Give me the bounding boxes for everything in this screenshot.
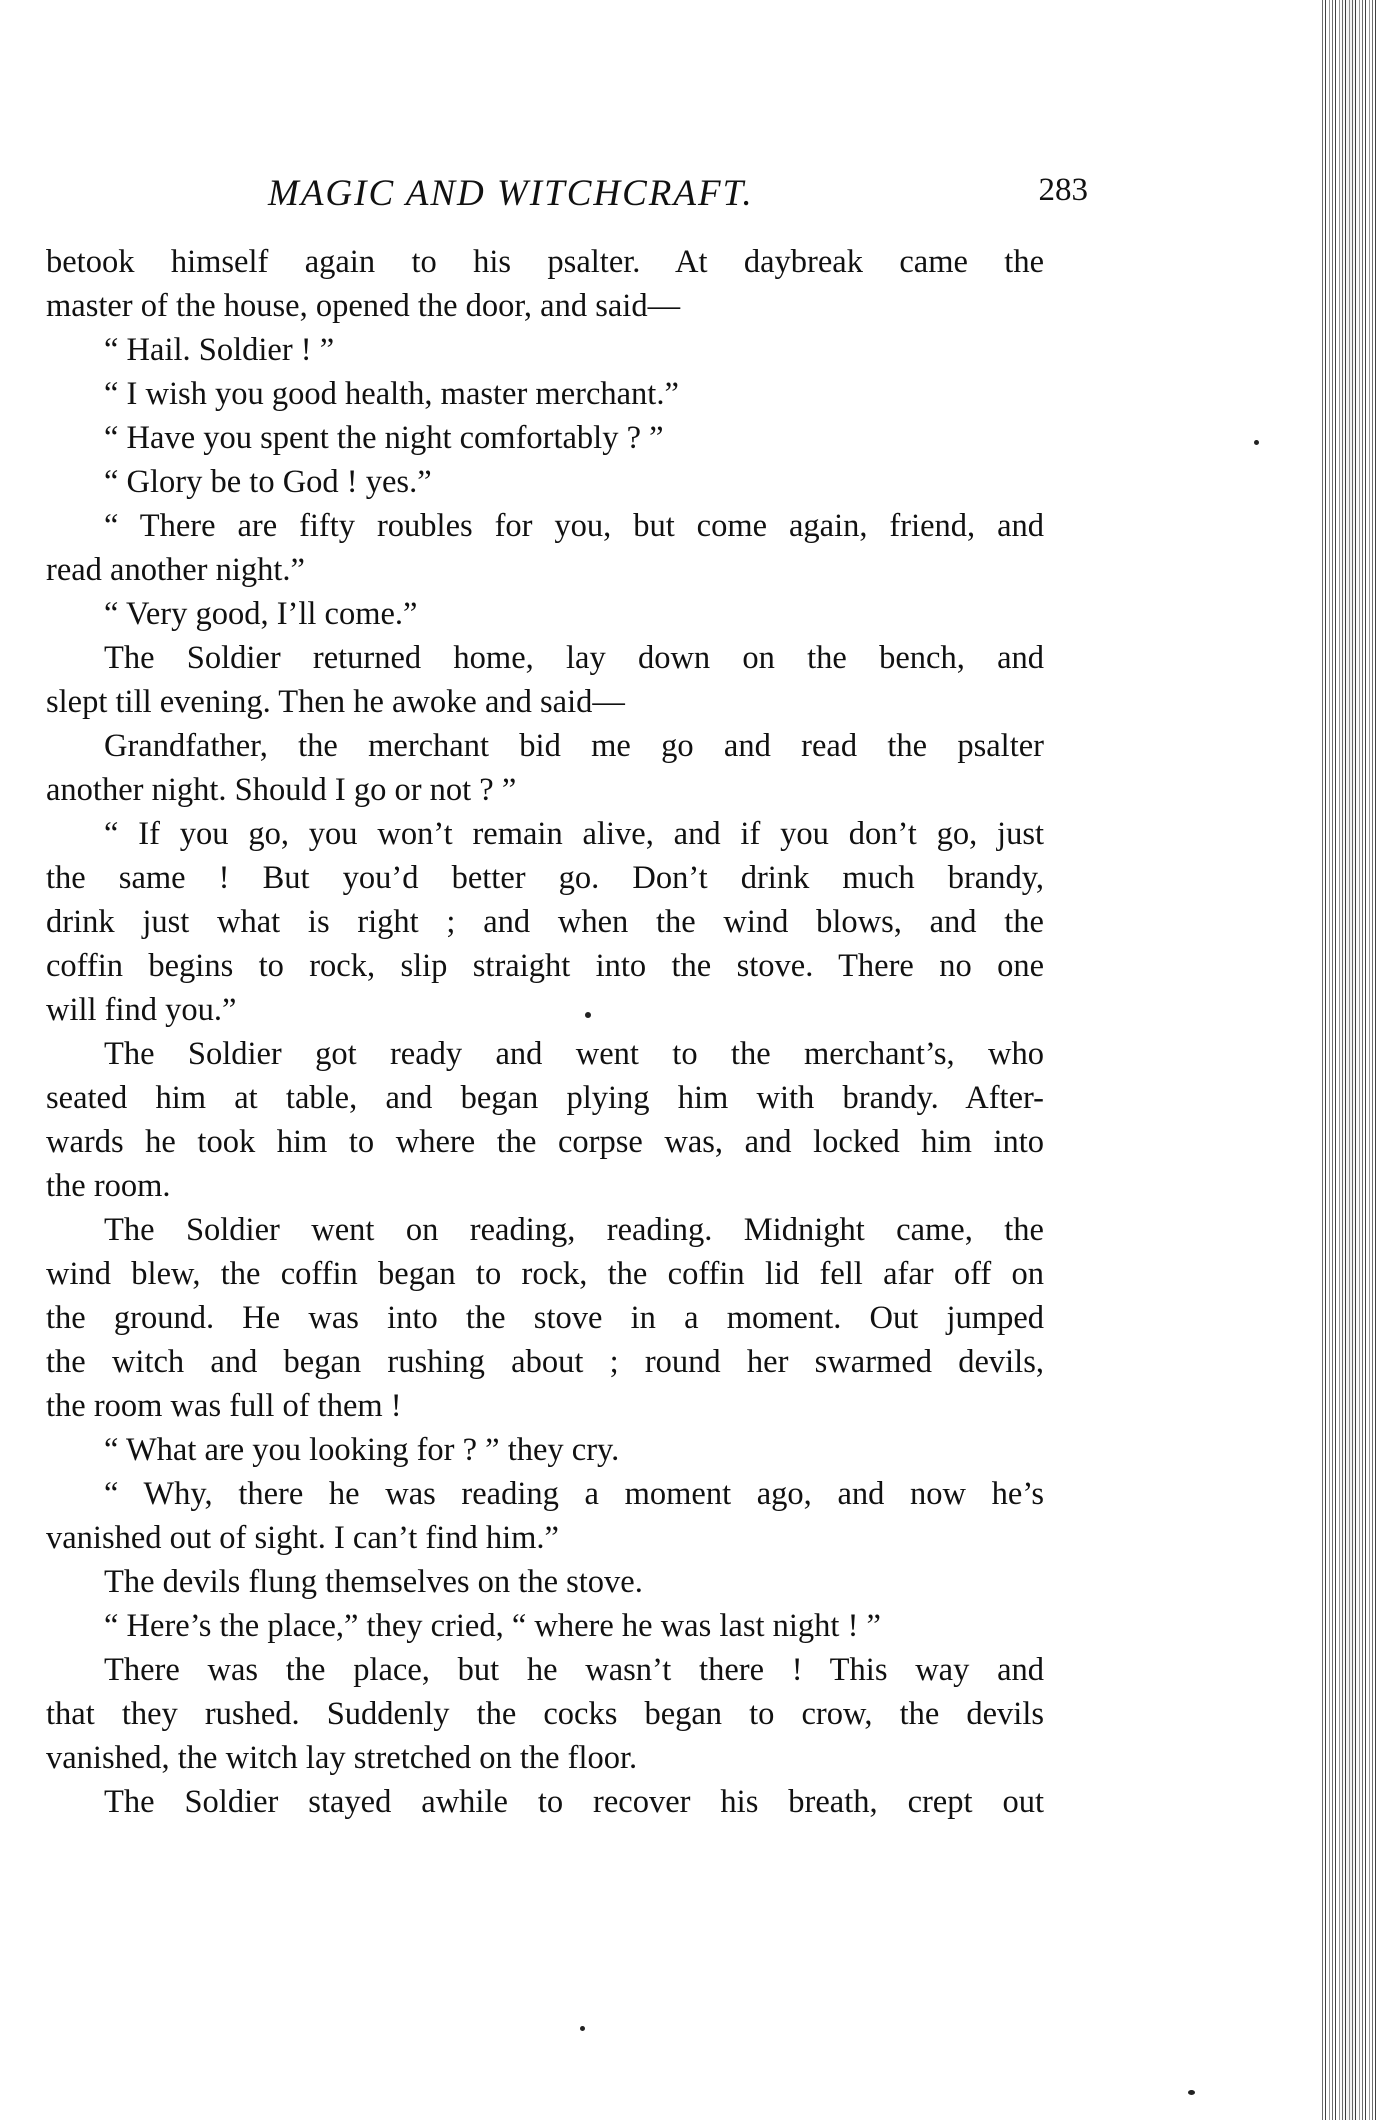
text-line: read another night.” xyxy=(46,552,305,588)
text-line: seated him at table, and began plying him with brandy. After- xyxy=(46,1080,1044,1116)
text-line: “ Glory be to God ! yes.” xyxy=(104,464,432,500)
text-line: vanished out of sight. I can’t find him.” xyxy=(46,1520,559,1556)
text-line: the ground. He was into the stove in a moment. Out jumped xyxy=(46,1300,1044,1336)
text-line: There was the place, but he wasn’t there ! This way and xyxy=(104,1652,1044,1688)
text-line: coffin begins to rock, slip straight into the stove. There no one xyxy=(46,948,1044,984)
text-line: will find you.” xyxy=(46,992,237,1028)
text-line: master of the house, opened the door, and said— xyxy=(46,288,681,324)
text-line: “ What are you looking for ? ” they cry. xyxy=(104,1432,620,1468)
text-line: Grandfather, the merchant bid me go and read the psalter xyxy=(104,728,1044,764)
text-line: The Soldier went on reading, reading. Midnight came, the xyxy=(104,1212,1044,1248)
text-line: slept till evening. Then he awoke and said— xyxy=(46,684,625,720)
text-line: the witch and began rushing about ; round her swarmed devils, xyxy=(46,1344,1044,1380)
text-line: “ There are fifty roubles for you, but come again, friend, and xyxy=(104,508,1044,544)
text-line: wind blew, the coffin began to rock, the coffin lid fell afar off on xyxy=(46,1256,1044,1292)
text-line: “ Have you spent the night comfortably ? ” xyxy=(104,420,664,456)
text-line: “ Hail. Soldier ! ” xyxy=(104,332,335,368)
text-line: that they rushed. Suddenly the cocks began to crow, the devils xyxy=(46,1696,1044,1732)
text-line: the room was full of them ! xyxy=(46,1388,402,1424)
text-line: “ I wish you good health, master merchant.” xyxy=(104,376,679,412)
running-title: MAGIC AND WITCHCRAFT. xyxy=(268,173,754,214)
text-line: another night. Should I go or not ? ” xyxy=(46,772,517,808)
text-line: The Soldier stayed awhile to recover his breath, crept out xyxy=(104,1784,1044,1820)
text-line: “ Here’s the place,” they cried, “ where he was last night ! ” xyxy=(104,1608,881,1644)
ink-speck xyxy=(1254,440,1259,445)
body-text xyxy=(46,240,1044,1824)
ink-speck xyxy=(580,2026,585,2031)
page-number: 283 xyxy=(1038,172,1088,208)
text-line: “ Why, there he was reading a moment ago, and now he’s xyxy=(104,1476,1044,1512)
text-line: The Soldier got ready and went to the merchant’s, who xyxy=(104,1036,1044,1072)
ink-speck xyxy=(585,1012,591,1018)
ink-speck xyxy=(1188,2090,1195,2095)
text-line: the room. xyxy=(46,1168,171,1204)
text-line: wards he took him to where the corpse was, and locked him into xyxy=(46,1124,1044,1160)
text-line: “ Very good, I’ll come.” xyxy=(104,596,418,632)
text-line: vanished, the witch lay stretched on the floor. xyxy=(46,1740,638,1776)
text-line: “ If you go, you won’t remain alive, and if you don’t go, just xyxy=(104,816,1044,852)
text-line: drink just what is right ; and when the wind blows, and the xyxy=(46,904,1044,940)
page-binding-edge xyxy=(1320,0,1378,2120)
text-line: betook himself again to his psalter. At daybreak came the xyxy=(46,244,1044,280)
page-header xyxy=(268,172,1088,222)
text-line: The devils flung themselves on the stove. xyxy=(104,1564,643,1600)
text-line: The Soldier returned home, lay down on the bench, and xyxy=(104,640,1044,676)
text-line: the same ! But you’d better go. Don’t drink much brandy, xyxy=(46,860,1044,896)
